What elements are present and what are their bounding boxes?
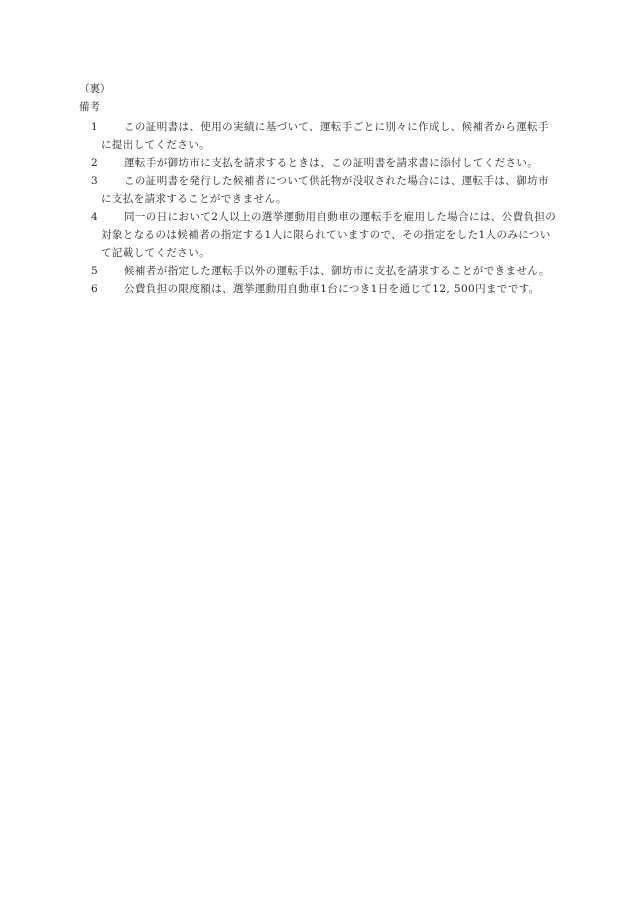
remark-item-5 (79, 262, 559, 280)
remark-number: 1 (91, 121, 98, 133)
remark-number: 5 (91, 265, 98, 277)
remark-number: 3 (91, 175, 98, 187)
remark-number: 6 (91, 283, 98, 295)
remark-text: 同一の日において2人以上の選挙運動用自動車の運転手を雇用した場合には、公費負担の対象となるのは候補者の指定する1人に限られていますので、その指定をした1人のみについて記載してください。 (101, 211, 557, 259)
remark-item-4 (79, 208, 559, 262)
remark-text: 運転手が御坊市に支払を請求するときは、この証明書を請求書に添付してください。 (124, 157, 539, 169)
remark-text: 候補者が指定した運転手以外の運転手は、御坊市に支払を請求することができません。 (124, 265, 550, 277)
remark-text: この証明書を発行した候補者について供託物が没収された場合には、運転手は、御坊市に支払を請求することができません。 (101, 175, 549, 205)
remark-text: 公費負担の限度額は、選挙運動用自動車1台につき1日を通じて12, 500円までです。 (124, 283, 540, 295)
remark-item-2 (79, 154, 559, 172)
remark-number: 4 (91, 211, 98, 223)
remark-number: 2 (91, 157, 98, 169)
remark-text: この証明書は、使用の実績に基づいて、運転手ごとに別々に作成し、候補者から運転手に提出してください。 (101, 121, 549, 151)
remarks-heading: 備考 (79, 101, 100, 113)
remark-item-3 (79, 172, 559, 208)
remark-item-6 (79, 280, 559, 298)
side-label: （裏） (79, 83, 111, 95)
remark-item-1 (79, 118, 559, 154)
remarks-list (79, 118, 559, 298)
